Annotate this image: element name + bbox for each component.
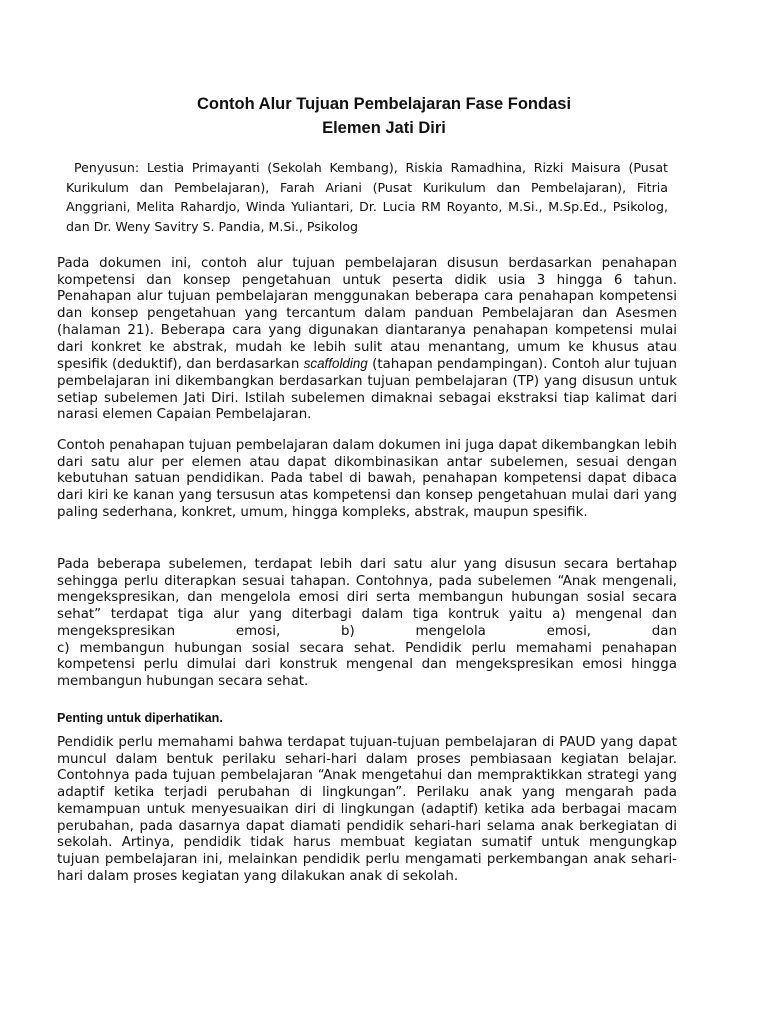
- subelement-paragraph: [57, 557, 677, 691]
- important-note-paragraph: Pendidik perlu memahami bahwa terdapat tujuan-tujuan pembelajaran di PAUD yang dapat muncul dalam bentuk perilaku sehari-hari dalam proses pembiasaan kegiatan belajar. Contohnya pada tujuan pembelajaran “Anak mengetahui dan mempraktikkan strategi yang adaptif ketika terjadi perubahan di lingkungan”. Perilaku anak yang mengarah pada kemampuan untuk menyesuaikan diri di lingkungan (adaptif) ketika ada berbagai macam perubahan, pada dasarnya dapat diamati pendidik sehari-hari selama anak berkegiatan di sekolah. Artinya, pendidik tidak harus membuat kegiatan sumatif untuk mengungkap tujuan pembelajaran ini, melainkan pendidik perlu mengamati perkembangan anak sehari-hari dalam proses kegiatan yang dilakukan anak di sekolah.: [57, 735, 677, 884]
- subelement-text-part-1: Pada beberapa subelemen, terdapat lebih dari satu alur yang disusun secara bertahap sehingga perlu diterapkan sesuai tahapan. Contohnya, pada subelemen “Anak mengenali, mengekspresikan, dan mengelola emosi diri serta membangun hubungan sosial secara sehat” terdapat tiga alur yang diterbagi dalam tiga kontruk yaitu a) mengenal dan mengekspresikan emosi, b) mengelola emosi, dan: [57, 557, 677, 639]
- document-title-line-1: Contoh Alur Tujuan Pembelajaran Fase Fondasi: [196, 95, 572, 113]
- intro-text-before-emphasis: Pada dokumen ini, contoh alur tujuan pembelajaran disusun berdasarkan penahapan kompetensi dan konsep pengetahuan untuk peserta didik usia 3 hingga 6 tahun. Penahapan alur tujuan pembelajaran menggunakan beberapa cara penahapan kompetensi dan konsep pengetahuan yang tercantum dalam panduan Pembelajaran dan Asesmen (halaman 21). Beberapa cara yang digunakan diantaranya penahapan kompetensi mulai dari konkret ke abstrak, mudah ke lebih sulit atau menantang, umum ke khusus atau spesifik (deduktif), dan berdasarkan: [57, 256, 677, 373]
- intro-text-after-emphasis: (tahapan pendampingan). Contoh alur tujuan pembelajaran ini dikembangkan berdasarkan tujuan pembelajaran (TP) yang disusun untuk setiap subelemen Jati Diri. Istilah subelemen dimaknai sebagai ekstraksi tiap kalimat dari narasi elemen Capaian Pembelajaran.: [57, 357, 677, 423]
- scaffolding-term: scaffolding: [303, 356, 368, 372]
- authors-paragraph: Penyusun: Lestia Primayanti (Sekolah Kembang), Riskia Ramadhina, Rizki Maisura (Pusat Kurikulum dan Pembelajaran), Farah Ariani (Pusat Kurikulum dan Pembelajaran), Fitria Anggriani, Melita Rahardjo, Winda Yuliantari, Dr. Lucia RM Royanto, M.Si., M.Sp.Ed., Psikolog, dan Dr. Weny Savitry S. Pandia, M.Si., Psikolog: [66, 160, 668, 234]
- progression-paragraph: Contoh penahapan tujuan pembelajaran dalam dokumen ini juga dapat dikembangkan lebih dari satu alur per elemen atau dapat dikombinasikan antar subelemen, sesuai dengan kebutuhan satuan pendidikan. Pada tabel di bawah, penahapan kompetensi dapat dibaca dari kiri ke kanan yang tersusun atas kompetensi dan konsep pengetahuan mulai dari yang paling sederhana, konkret, umum, hingga kompleks, abstrak, maupun spesifik.: [57, 438, 677, 520]
- subelement-text-part-2: c) membangun hubungan sosial secara sehat. Pendidik perlu memahami penahapan kompetensi perlu dimulai dari konstruk mengenal dan mengekspresikan emosi hingga membangun hubungan secara sehat.: [57, 640, 677, 689]
- important-note-heading: Penting untuk diperhatikan.: [57, 711, 223, 725]
- document-title-line-2: Elemen Jati Diri: [322, 119, 446, 137]
- intro-paragraph: [57, 256, 677, 424]
